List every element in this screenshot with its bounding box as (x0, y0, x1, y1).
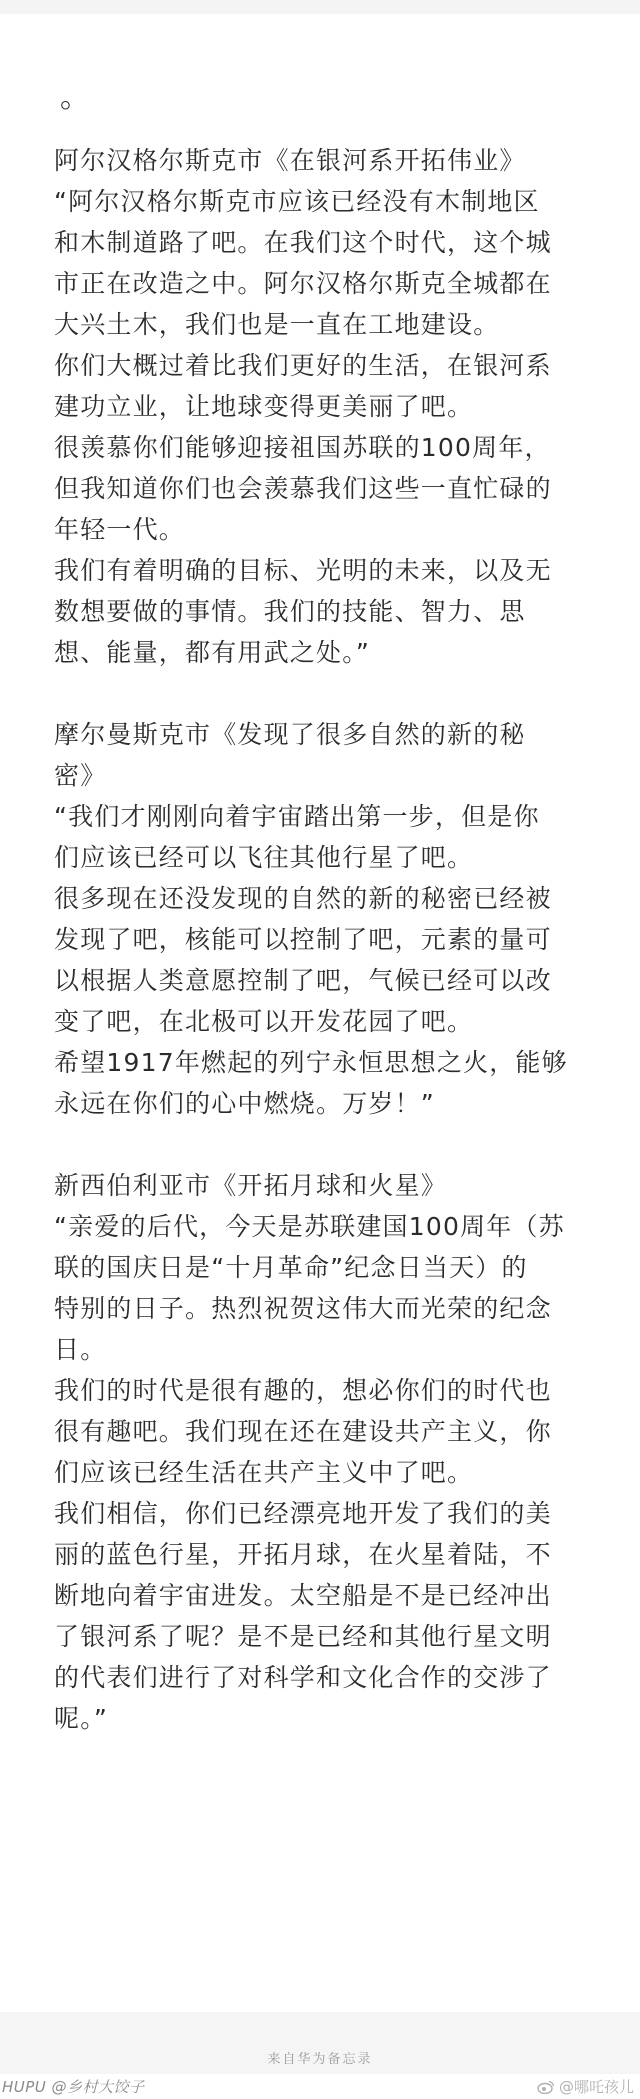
paragraph-line: 建功立业，让地球变得更美丽了吧。 (54, 392, 474, 421)
section-gap (54, 673, 614, 714)
paragraph-line: 很有趣吧。我们现在还在建设共产主义，你 (54, 1417, 552, 1446)
paragraph-line: “我们才刚刚向着宇宙踏出第一步，但是你 (54, 802, 540, 831)
source-note: 来自华为备忘录 (267, 2052, 373, 2067)
letter-paragraph (54, 427, 614, 550)
paragraph-line: 联的国庆日是“十月革命”纪念日当天）的 (54, 1253, 528, 1282)
paragraph-line: 我们的时代是很有趣的，想必你们的时代也 (54, 1376, 552, 1405)
paragraph-line: 你们大概过着比我们更好的生活，在银河系 (54, 351, 552, 380)
paragraph-line: 们应该已经可以飞往其他行星了吧。 (54, 843, 474, 872)
letter-section (54, 140, 614, 673)
section-heading: 密》 (54, 761, 107, 790)
letter-paragraph (54, 1042, 614, 1124)
paragraph-line: 我们相信，你们已经漂亮地开发了我们的美 (54, 1499, 552, 1528)
section-gap (54, 1124, 614, 1165)
weibo-icon (537, 2080, 555, 2094)
letter-paragraph (54, 1493, 614, 1739)
paragraph-line: 特别的日子。热烈祝贺这伟大而光荣的纪念 (54, 1294, 552, 1323)
lead-punctuation: 。 (60, 80, 90, 115)
paragraph-line: 的代表们进行了对科学和文化合作的交涉了 (54, 1663, 552, 1692)
letter-paragraph (54, 345, 614, 427)
paragraph-line: 年轻一代。 (54, 515, 186, 544)
paragraph-line: 和木制道路了吧。在我们这个时代，这个城 (54, 228, 552, 257)
section-heading: 新西伯利亚市《开拓月球和火星》 (54, 1171, 448, 1200)
paragraph-line: 很多现在还没发现的自然的新的秘密已经被 (54, 884, 552, 913)
letter-paragraph (54, 1206, 614, 1370)
section-heading: 阿尔汉格尔斯克市《在银河系开拓伟业》 (54, 146, 526, 175)
letter-paragraph (54, 550, 614, 673)
letter-paragraph (54, 181, 614, 345)
top-strip (0, 0, 640, 14)
memo-content (54, 78, 614, 1739)
paragraph-line: 了银河系了呢？是不是已经和其他行星文明 (54, 1622, 552, 1651)
letter-paragraph (54, 878, 614, 1042)
paragraph-line: 我们有着明确的目标、光明的未来，以及无 (54, 556, 552, 585)
paragraph-line: 发现了吧，核能可以控制了吧，元素的量可 (54, 925, 552, 954)
paragraph-line: 们应该已经生活在共产主义中了吧。 (54, 1458, 474, 1487)
letter-paragraph (54, 796, 614, 878)
paragraph-line: 呢。” (54, 1704, 109, 1733)
paragraph-line: 变了吧，在北极可以开发花园了吧。 (54, 1007, 474, 1036)
paragraph-line: 日。 (54, 1335, 107, 1364)
paragraph-line: 以根据人类意愿控制了吧，气候已经可以改 (54, 966, 552, 995)
paragraph-line: 希望1917年燃起的列宁永恒思想之火，能够 (54, 1048, 568, 1077)
section-heading: 摩尔曼斯克市《发现了很多自然的新的秘 (54, 720, 526, 749)
letter-paragraph (54, 1370, 614, 1493)
weibo-watermark (537, 2076, 634, 2097)
paragraph-line: 很羡慕你们能够迎接祖国苏联的100周年， (54, 433, 551, 462)
paragraph-line: 想、能量，都有用武之处。” (54, 638, 371, 667)
paragraph-line: 但我知道你们也会羡慕我们这些一直忙碌的 (54, 474, 552, 503)
paragraph-line: 大兴土木，我们也是一直在工地建设。 (54, 310, 500, 339)
paragraph-line: 断地向着宇宙进发。太空船是不是已经冲出 (54, 1581, 552, 1610)
paragraph-line: “亲爱的后代，今天是苏联建国100周年（苏 (54, 1212, 565, 1241)
hupu-watermark: HUPU @乡村大饺子 (2, 2078, 145, 2096)
paragraph-line: “阿尔汉格尔斯克市应该已经没有木制地区 (54, 187, 540, 216)
paragraph-line: 永远在你们的心中燃烧。万岁！” (54, 1089, 435, 1118)
letter-section (54, 1165, 614, 1739)
letter-section (54, 714, 614, 1124)
paragraph-line: 丽的蓝色行星，开拓月球，在火星着陆，不 (54, 1540, 552, 1569)
paragraph-line: 市正在改造之中。阿尔汉格尔斯克全城都在 (54, 269, 552, 298)
weibo-handle: @哪吒孩儿 (558, 2078, 634, 2096)
paragraph-line: 数想要做的事情。我们的技能、智力、思 (54, 597, 526, 626)
